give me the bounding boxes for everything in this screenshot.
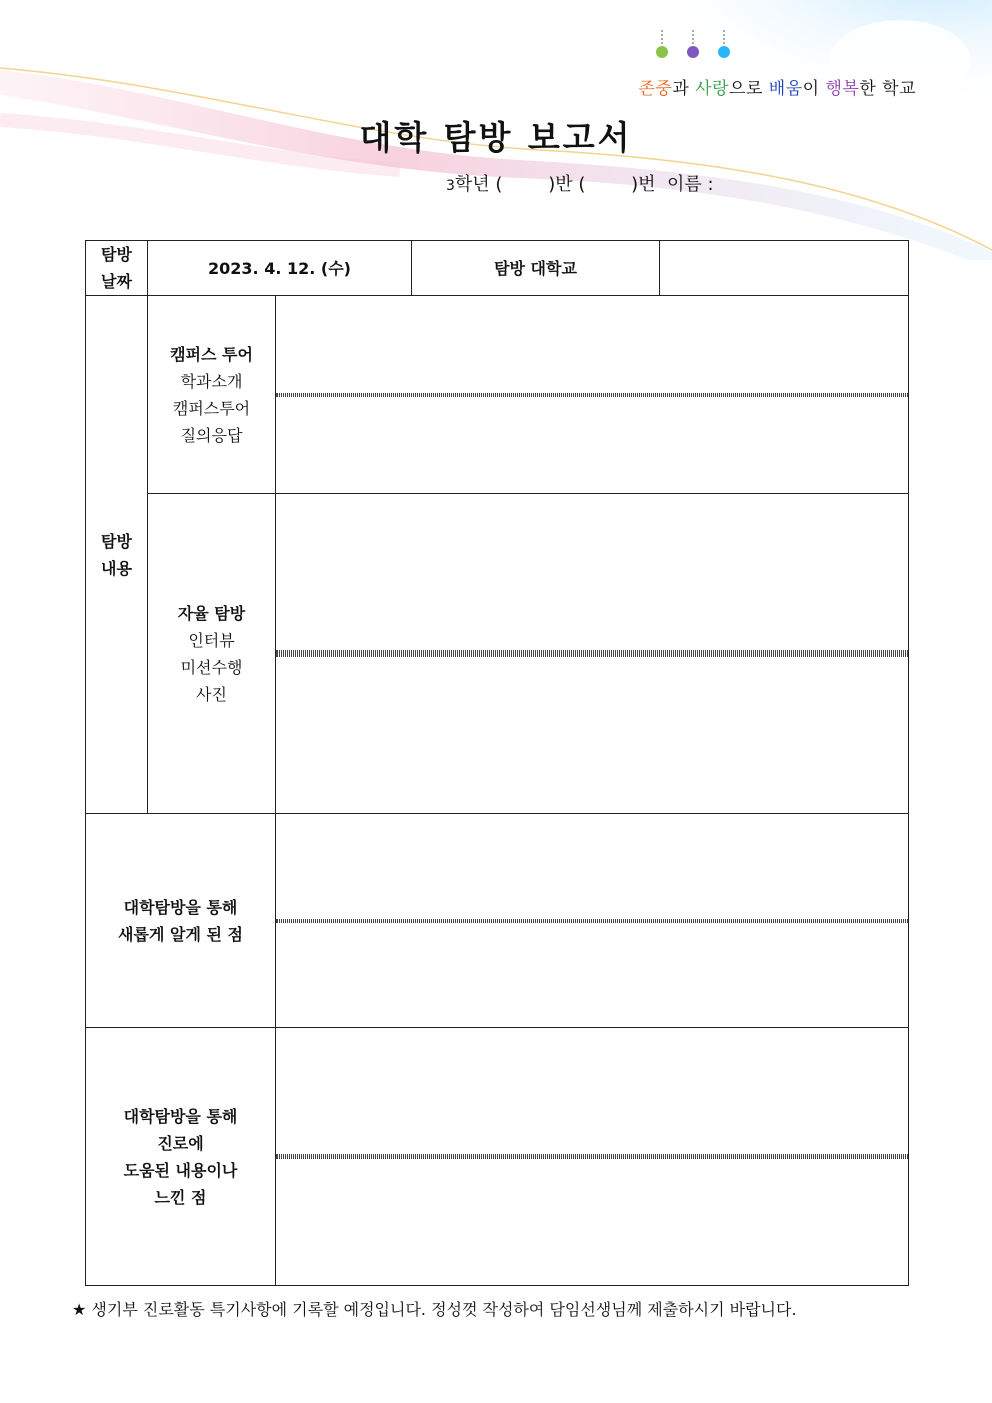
self-tour-item: 사진 [196, 684, 227, 704]
motto-segment: 이 [802, 79, 826, 99]
motto-segment: 과 [672, 79, 696, 99]
motto-segment: 한 학교 [859, 79, 916, 99]
career-label: 대학탐방을 통해 진로에 도움된 내용이나 느낀 점 [86, 1028, 276, 1286]
student-info-line [446, 170, 714, 196]
self-tour-item: 인터뷰 [188, 630, 235, 650]
campus-tour-writing-area[interactable] [276, 296, 909, 494]
motto-segment: 사랑 [695, 79, 730, 99]
self-tour-cell [148, 494, 276, 814]
visit-date-label: 탐방 날짜 [86, 241, 148, 296]
decorative-dots-icon [650, 30, 740, 62]
grade-number: 3 [446, 178, 455, 194]
content-label: 탐방 내용 [86, 296, 148, 814]
career-writing-area[interactable] [276, 1028, 909, 1286]
campus-tour-cell [148, 296, 276, 494]
page-title: 대학 탐방 보고서 [359, 118, 633, 157]
campus-tour-item: 캠퍼스투어 [172, 398, 251, 418]
school-motto [638, 74, 916, 99]
campus-tour-item: 학과소개 [180, 371, 243, 391]
grade-class-name-label: 학년 ( )반 ( )번 이름 : [454, 174, 714, 195]
university-label: 탐방 대학교 [412, 241, 660, 296]
report-table [85, 240, 909, 1286]
self-tour-item: 미션수행 [180, 657, 243, 677]
motto-segment: 으로 [729, 79, 769, 99]
learned-writing-area[interactable] [276, 814, 909, 1028]
self-tour-writing-area[interactable] [276, 494, 909, 814]
campus-tour-title: 캠퍼스 투어 [170, 344, 253, 364]
campus-tour-item: 질의응답 [180, 425, 243, 445]
self-tour-title: 자율 탐방 [177, 603, 246, 623]
motto-segment: 행복 [825, 79, 860, 99]
motto-segment: 배움 [768, 79, 803, 99]
university-input[interactable] [660, 241, 909, 296]
learned-label: 대학탐방을 통해 새롭게 알게 된 점 [86, 814, 276, 1028]
visit-date-value[interactable]: 2023. 4. 12. (수) [148, 241, 412, 296]
motto-segment: 존중 [638, 79, 673, 99]
footnote: ★ 생기부 진로활동 특기사항에 기록할 예정입니다. 정성껏 작성하여 담임선생님께 제출하시기 바랍니다. [72, 1300, 797, 1319]
